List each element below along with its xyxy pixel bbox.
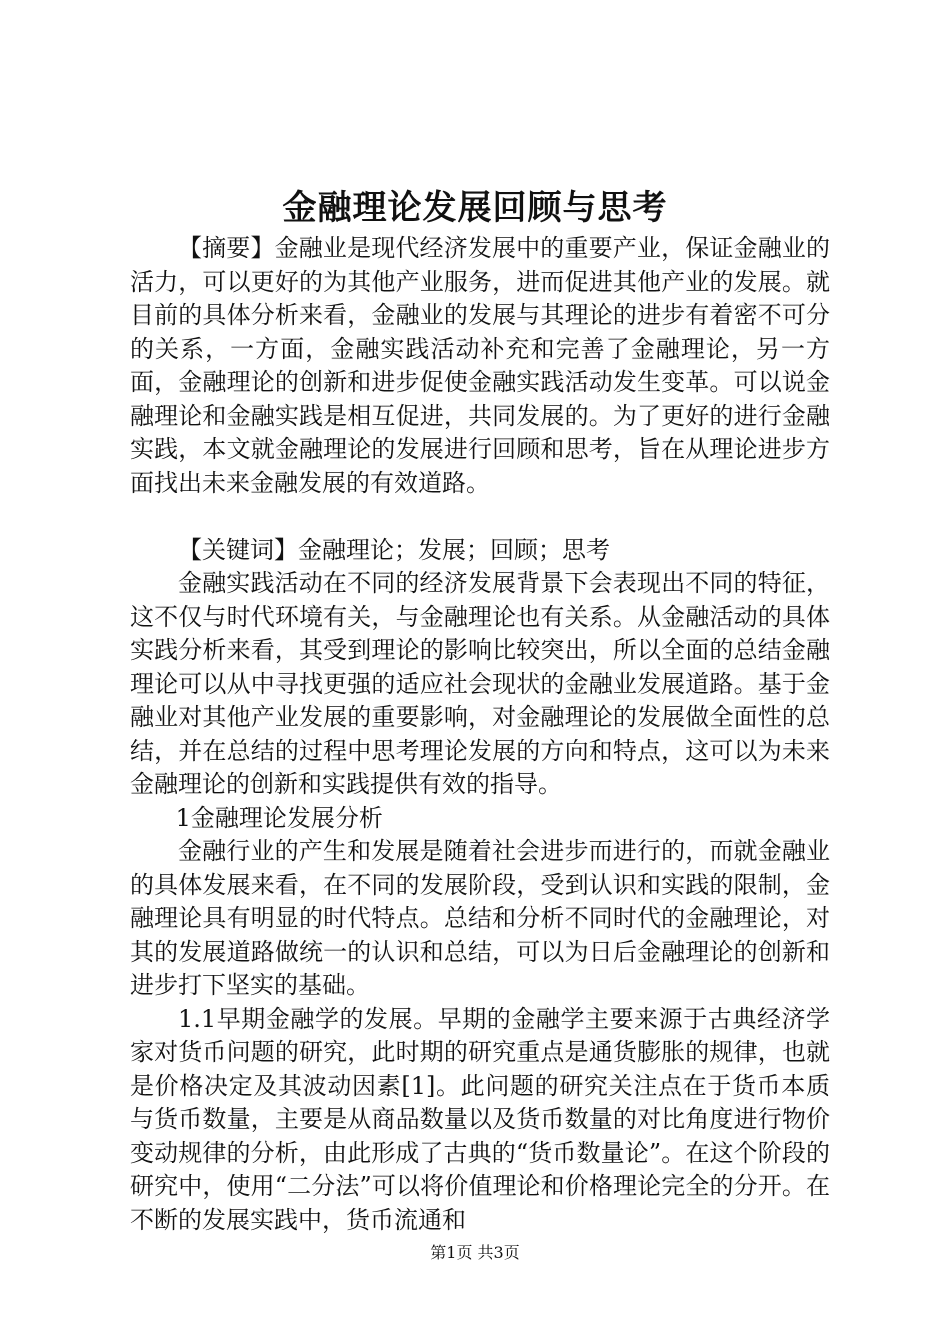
abstract-paragraph: 【摘要】金融业是现代经济发展中的重要产业，保证金融业的活力，可以更好的为其他产业服务，进而促进其他产业的发展。就目前的具体分析来看，金融业的发展与其理论的进步有着密不可分的关系，一方面，金融实践活动补充和完善了金融理论，另一方面，金融理论的创新和进步促使金融实践活动发生变革。可以说金融理论和金融实践是相互促进，共同发展的。为了更好的进行金融实践，本文就金融理论的发展进行回顾和思考，旨在从理论进步方面找出未来金融发展的有效道路。	[130, 234, 830, 497]
section-paragraph: 金融行业的产生和发展是随着社会进步而进行的，而就金融业的具体发展来看，在不同的发展阶段，受到认识和实践的限制，金融理论具有明显的时代特点。总结和分析不同时代的金融理论，对其的发展道路做统一的认识和总结，可以为日后金融理论的创新和进步打下坚实的基础。	[130, 837, 830, 999]
intro-paragraph: 金融实践活动在不同的经济发展背景下会表现出不同的特征，这不仅与时代环境有关，与金融理论也有关系。从金融活动的具体实践分析来看，其受到理论的影响比较突出，所以全面的总结金融理论可以从中寻找更强的适应社会现状的金融业发展道路。基于金融业对其他产业发展的重要影响，对金融理论的发展做全面性的总结，并在总结的过程中思考理论发展的方向和特点，这可以为未来金融理论的创新和实践提供有效的指导。	[130, 569, 830, 798]
keywords-paragraph: 【关键词】金融理论；发展；回顾；思考	[178, 535, 610, 564]
subsection-paragraph: 1.1早期金融学的发展。早期的金融学主要来源于古典经济学家对货币问题的研究，此时期的研究重点是通货膨胀的规律，也就是价格决定及其波动因素[1]。此问题的研究关注点在于货币本质与货币数量，主要是从商品数量以及货币数量的对比角度进行物价变动规律的分析，由此形成了古典的“货币数量论”。在这个阶段的研究中，使用“二分法”可以将价值理论和价格理论完全的分开。在不断的发展实践中，货币流通和	[130, 1004, 830, 1234]
section-heading: 1金融理论发展分析	[175, 803, 383, 832]
document-body	[130, 232, 830, 1237]
document-title: 金融理论发展回顾与思考	[282, 188, 668, 228]
page-number-footer: 第1页 共3页	[430, 1243, 520, 1262]
